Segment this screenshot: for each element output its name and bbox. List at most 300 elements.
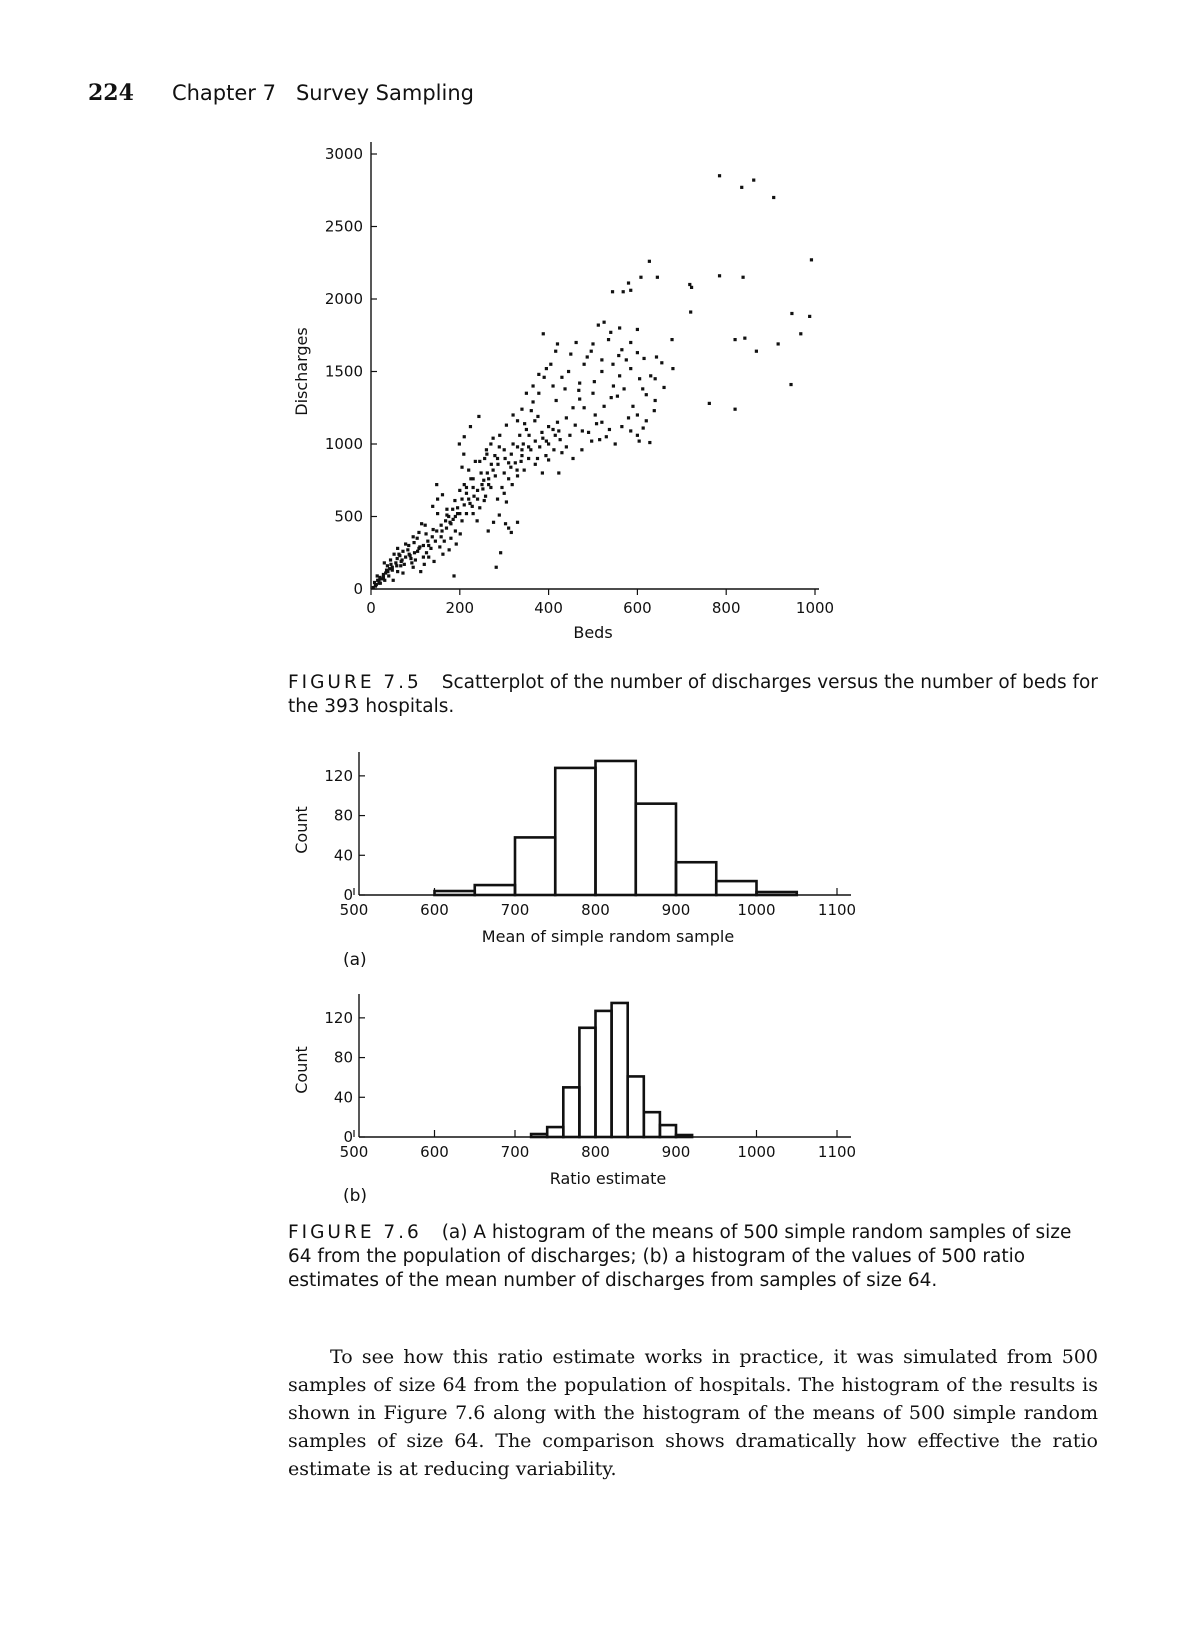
x-tick-label: 600 — [420, 1143, 449, 1161]
scatter-point — [436, 512, 439, 515]
scatter-point — [458, 489, 461, 492]
scatter-point — [458, 442, 461, 445]
scatter-point — [574, 424, 577, 427]
scatter-point — [496, 463, 499, 466]
scatter-point — [424, 532, 427, 535]
scatter-point — [467, 469, 470, 472]
y-axis-label: Count — [292, 1046, 311, 1094]
scatter-point — [622, 387, 625, 390]
scatter-point — [718, 274, 721, 277]
scatter-point — [559, 438, 562, 441]
scatter-point — [469, 477, 472, 480]
scatter-point — [507, 477, 510, 480]
scatter-point — [547, 458, 550, 461]
x-tick-label: 1000 — [737, 1143, 776, 1161]
scatter-point — [413, 551, 416, 554]
scatter-point — [435, 529, 438, 532]
scatter-point — [440, 535, 443, 538]
scatter-point — [454, 515, 457, 518]
page-number: 224 — [88, 80, 134, 106]
scatter-point — [617, 354, 620, 357]
scatter-point — [638, 440, 641, 443]
y-tick-label: 500 — [334, 507, 363, 526]
scatter-point — [595, 422, 598, 425]
scatter-point — [568, 434, 571, 437]
scatter-point — [597, 324, 600, 327]
scatter-point — [425, 551, 428, 554]
scatter-point — [382, 573, 385, 576]
scatter-point — [441, 553, 444, 556]
scatter-point — [625, 358, 628, 361]
scatter-point — [460, 519, 463, 522]
scatter-point — [420, 522, 423, 525]
scatter-point — [629, 289, 632, 292]
y-tick-label: 3000 — [324, 145, 363, 163]
scatter-point — [416, 550, 419, 553]
scatter-point — [560, 451, 563, 454]
x-tick-label: 800 — [581, 901, 610, 919]
x-tick-label: 200 — [445, 599, 475, 617]
histogram-bar — [515, 837, 555, 895]
scatter-point — [569, 353, 572, 356]
scatter-point — [394, 561, 397, 564]
scatter-point — [474, 460, 477, 463]
scatter-point — [503, 457, 506, 460]
x-tick-label: 1000 — [795, 599, 835, 617]
scatter-point — [468, 502, 471, 505]
scatter-point — [653, 409, 656, 412]
scatter-point — [627, 281, 630, 284]
y-tick-label: 0 — [353, 580, 363, 598]
scatter-point — [407, 544, 410, 547]
scatter-point — [605, 435, 608, 438]
x-tick-label: 800 — [711, 599, 741, 617]
scatter-point — [618, 326, 621, 329]
scatter-point — [527, 457, 530, 460]
x-tick-label: 900 — [661, 1143, 691, 1161]
figure-7-6-caption-text: (a) A histogram of the means of 500 simple random samples of size 64 from the population of discharges; (b) a histogram of the values of 500 ratio estimates of the mean number of discharges from samples of size 64. — [288, 1222, 1072, 1291]
scatter-point — [670, 338, 673, 341]
histogram-bar — [757, 892, 797, 895]
scatter-point — [389, 563, 392, 566]
scatter-point — [386, 564, 389, 567]
histogram-figure-7-6a — [292, 752, 856, 946]
scatter-point — [629, 341, 632, 344]
y-tick-label: 2500 — [324, 217, 363, 236]
scatter-point — [404, 542, 407, 545]
scatter-point — [396, 557, 399, 560]
scatter-point — [620, 425, 623, 428]
scatter-point — [591, 342, 594, 345]
scatter-point — [387, 574, 390, 577]
scatter-point — [612, 384, 615, 387]
scatter-point — [638, 377, 641, 380]
scatter-point — [639, 276, 642, 279]
scatter-point — [627, 416, 630, 419]
scatter-point — [583, 363, 586, 366]
scatter-point — [412, 541, 415, 544]
scatter-point — [476, 519, 479, 522]
scatter-point — [485, 453, 488, 456]
scatter-point — [409, 557, 412, 560]
scatter-point — [489, 486, 492, 489]
scatter-point — [718, 174, 721, 177]
scatter-point — [631, 405, 634, 408]
scatter-point — [509, 466, 512, 469]
y-tick-label: 0 — [343, 1128, 353, 1146]
scatter-point — [577, 389, 580, 392]
scatter-point — [449, 537, 452, 540]
scatter-point — [416, 537, 419, 540]
scatter-point — [755, 350, 758, 353]
scatter-point — [471, 505, 474, 508]
scatter-point — [671, 367, 674, 370]
scatter-point — [412, 566, 415, 569]
scatter-point — [440, 524, 443, 527]
scatter-point — [600, 421, 603, 424]
scatter-point — [522, 442, 525, 445]
scatter-point — [498, 434, 501, 437]
scatter-point — [538, 445, 541, 448]
scatter-point — [560, 376, 563, 379]
scatter-point — [642, 426, 645, 429]
scatter-point — [465, 512, 468, 515]
scatter-point — [510, 531, 513, 534]
scatter-point — [480, 471, 483, 474]
scatter-point — [398, 554, 401, 557]
scatter-point — [708, 402, 711, 405]
scatter-point — [406, 548, 409, 551]
x-tick-label: 400 — [534, 599, 563, 617]
histogram-bar — [676, 862, 716, 895]
scatter-point — [492, 469, 495, 472]
figure-7-5-label: FIGURE 7.5 — [288, 672, 422, 693]
scatter-point — [392, 553, 395, 556]
scatter-point — [591, 392, 594, 395]
scatter-point — [547, 425, 550, 428]
y-tick-label: 80 — [333, 806, 353, 825]
scatter-point — [422, 556, 425, 559]
scatter-point — [523, 469, 526, 472]
histogram-bar — [612, 1003, 628, 1137]
scatter-point — [374, 583, 377, 586]
figure-7-5-caption — [288, 671, 1098, 719]
scatter-point — [578, 382, 581, 385]
scatter-point — [377, 579, 380, 582]
scatter-point — [537, 373, 540, 376]
scatter-point — [403, 563, 406, 566]
scatter-point — [511, 413, 514, 416]
scatter-point — [496, 498, 499, 501]
scatter-point — [565, 416, 568, 419]
scatter-point — [469, 425, 472, 428]
scatter-point — [533, 419, 536, 422]
scatter-point — [540, 431, 543, 434]
scatter-point — [447, 515, 450, 518]
scatter-point — [448, 548, 451, 551]
scatter-point — [603, 405, 606, 408]
scatter-point — [654, 399, 657, 402]
scatter-point — [552, 448, 555, 451]
scatter-point — [519, 460, 522, 463]
scatter-point — [438, 545, 441, 548]
scatter-point — [392, 579, 395, 582]
scatter-point — [396, 547, 399, 550]
scatter-point — [610, 396, 613, 399]
scatter-point — [463, 503, 466, 506]
y-tick-label: 40 — [333, 1088, 353, 1107]
panel-b-label: (b) — [343, 1186, 368, 1206]
scatter-point — [690, 286, 693, 289]
scatter-point — [556, 421, 559, 424]
scatter-point — [645, 393, 648, 396]
scatter-point — [436, 498, 439, 501]
scatter-point — [733, 338, 736, 341]
scatter-point — [556, 342, 559, 345]
histogram-bar — [596, 1011, 612, 1137]
scatter-point — [467, 498, 470, 501]
scatter-point — [383, 561, 386, 564]
scatter-point — [452, 518, 455, 521]
scatter-point — [636, 351, 639, 354]
scatter-point — [477, 415, 480, 418]
scatter-point — [525, 428, 528, 431]
scatter-point — [427, 556, 430, 559]
scatter-point — [790, 312, 793, 315]
scatter-point — [496, 457, 499, 460]
scatter-point — [636, 413, 639, 416]
scatter-point — [424, 524, 427, 527]
scatter-point — [414, 558, 417, 561]
scatter-point — [536, 457, 539, 460]
scatter-point — [453, 499, 456, 502]
scatter-point — [567, 370, 570, 373]
scatter-point — [598, 438, 601, 441]
histogram-bar — [547, 1127, 563, 1137]
y-tick-label: 2000 — [324, 290, 363, 308]
scatter-point — [531, 384, 534, 387]
scatter-point — [448, 521, 451, 524]
scatter-point — [620, 348, 623, 351]
x-tick-label: 800 — [581, 1143, 610, 1161]
scatter-point — [530, 409, 533, 412]
scatter-point — [412, 535, 415, 538]
scatter-point — [571, 457, 574, 460]
scatter-point — [391, 569, 394, 572]
scatter-point — [808, 315, 811, 318]
histogram-bar — [628, 1076, 644, 1137]
scatter-point — [534, 440, 537, 443]
scatter-point — [565, 445, 568, 448]
scatter-point — [417, 547, 420, 550]
scatter-point — [531, 400, 534, 403]
scatter-point — [460, 466, 463, 469]
scatter-point — [518, 434, 521, 437]
scatter-point — [504, 522, 507, 525]
scatter-point — [451, 508, 454, 511]
scatter-point — [463, 435, 466, 438]
histogram-bar — [636, 804, 676, 895]
scatter-point — [616, 395, 619, 398]
scatter-point — [689, 310, 692, 313]
scatter-point — [516, 419, 519, 422]
scatter-point — [545, 440, 548, 443]
histogram-bar — [644, 1112, 660, 1137]
y-tick-label: 1500 — [324, 362, 363, 381]
scatter-point — [545, 367, 548, 370]
scatter-point — [554, 350, 557, 353]
scatter-point — [498, 445, 501, 448]
scatter-point — [386, 570, 389, 573]
histogram-bar — [676, 1135, 692, 1137]
histogram-bar — [475, 885, 515, 895]
scatter-point — [455, 542, 458, 545]
scatter-point — [500, 486, 503, 489]
x-tick-label: 600 — [623, 599, 652, 617]
scatter-point — [459, 532, 462, 535]
scatter-point — [581, 429, 584, 432]
scatter-point — [799, 332, 802, 335]
histogram-bar — [579, 1028, 595, 1137]
y-tick-label: 120 — [324, 766, 353, 785]
scatter-point — [622, 290, 625, 293]
scatter-point — [563, 387, 566, 390]
scatter-point — [611, 290, 614, 293]
scatter-point — [431, 505, 434, 508]
scatter-point — [660, 361, 663, 364]
scatter-point — [492, 521, 495, 524]
scatter-point — [505, 424, 508, 427]
scatter-point — [389, 558, 392, 561]
scatter-point — [431, 535, 434, 538]
scatter-point — [688, 283, 691, 286]
scatter-point — [648, 260, 651, 263]
scatter-point — [462, 453, 465, 456]
scatter-point — [593, 380, 596, 383]
scatter-point — [594, 413, 597, 416]
scatter-point — [401, 550, 404, 553]
x-tick-label: 1100 — [817, 901, 857, 919]
histogram-bar — [596, 761, 636, 895]
scatter-point — [445, 527, 448, 530]
scatter-point — [445, 508, 448, 511]
scatter-point — [487, 529, 490, 532]
scatter-point — [611, 363, 614, 366]
scatter-point — [382, 576, 385, 579]
x-tick-label: 1100 — [817, 1143, 857, 1161]
scatter-point — [590, 350, 593, 353]
running-title: Chapter 7 Survey Sampling — [171, 81, 474, 105]
scatter-point — [476, 489, 479, 492]
scatter-point — [426, 540, 429, 543]
scatter-point — [543, 376, 546, 379]
scatter-point — [460, 498, 463, 501]
scatter-point — [511, 483, 514, 486]
scatter-point — [549, 363, 552, 366]
figure-7-5-caption-text: Scatterplot of the number of discharges versus the number of beds for the 393 hospitals. — [288, 672, 1098, 717]
scatter-point — [472, 495, 475, 498]
scatter-point — [600, 358, 603, 361]
scatter-point — [510, 453, 513, 456]
scatter-point — [429, 547, 432, 550]
scatter-point — [511, 442, 514, 445]
histogram-bar — [563, 1087, 579, 1137]
scatter-point — [505, 500, 508, 503]
scatter-point — [452, 574, 455, 577]
scatter-point — [478, 506, 481, 509]
scatter-point — [401, 571, 404, 574]
scatter-point — [400, 560, 403, 563]
scatter-point — [629, 429, 632, 432]
scatter-point — [476, 498, 479, 501]
scatter-point — [480, 483, 483, 486]
scatter-point — [662, 386, 665, 389]
scatter-point — [557, 471, 560, 474]
scatter-point — [391, 566, 394, 569]
scatter-point — [503, 492, 506, 495]
scatter-point — [520, 408, 523, 411]
x-axis-label: Mean of simple random sample — [481, 927, 735, 946]
scatter-point — [587, 431, 590, 434]
histogram-bar — [435, 891, 475, 895]
scatter-point — [571, 406, 574, 409]
scatter-point — [514, 461, 517, 464]
scatter-point — [810, 258, 813, 261]
scatter-point — [607, 338, 610, 341]
scatter-point — [555, 399, 558, 402]
scatter-point — [456, 506, 459, 509]
scatter-point — [733, 408, 736, 411]
scatter-point — [789, 383, 792, 386]
scatter-point — [503, 448, 506, 451]
scatter-point — [523, 422, 526, 425]
scatter-point — [740, 186, 743, 189]
scatter-point — [636, 434, 639, 437]
x-tick-label: 600 — [420, 901, 449, 919]
scatter-point — [614, 442, 617, 445]
scatter-point — [741, 276, 744, 279]
scatter-point — [372, 586, 375, 589]
scatter-point — [515, 469, 518, 472]
body-paragraph: To see how this ratio estimate works in practice, it was simulated from 500 samples of size 64 from the population of hospitals. The histogram of the results is shown in Figure 7.6 along with the histogram of the means of 500 simple random samples of size 64. The comparison shows dramatically how effective the ratio estimate is at reducing variability. — [288, 1346, 1098, 1480]
histogram-bar — [660, 1125, 676, 1137]
scatter-point — [441, 493, 444, 496]
scatter-point — [507, 527, 510, 530]
y-tick-label: 80 — [333, 1048, 353, 1067]
y-tick-label: 1000 — [324, 435, 363, 453]
scatter-point — [482, 479, 485, 482]
scatter-point — [490, 463, 493, 466]
scatter-point — [520, 454, 523, 457]
panel-a-label: (a) — [343, 950, 367, 970]
x-tick-label: 500 — [339, 901, 369, 919]
scatter-point — [642, 357, 645, 360]
scatter-point — [608, 428, 611, 431]
scatter-point — [498, 513, 501, 516]
scatter-point — [641, 387, 644, 390]
scatter-point — [404, 556, 407, 559]
scatter-point — [536, 415, 539, 418]
scatter-point — [580, 448, 583, 451]
scatter-point — [537, 392, 540, 395]
histogram-figure-7-6b — [292, 994, 856, 1188]
y-tick-label: 0 — [343, 886, 353, 904]
scatter-point — [492, 437, 495, 440]
scatter-point — [516, 445, 519, 448]
scatter-point — [484, 495, 487, 498]
scatter-point — [525, 392, 528, 395]
scatter-point — [487, 483, 490, 486]
